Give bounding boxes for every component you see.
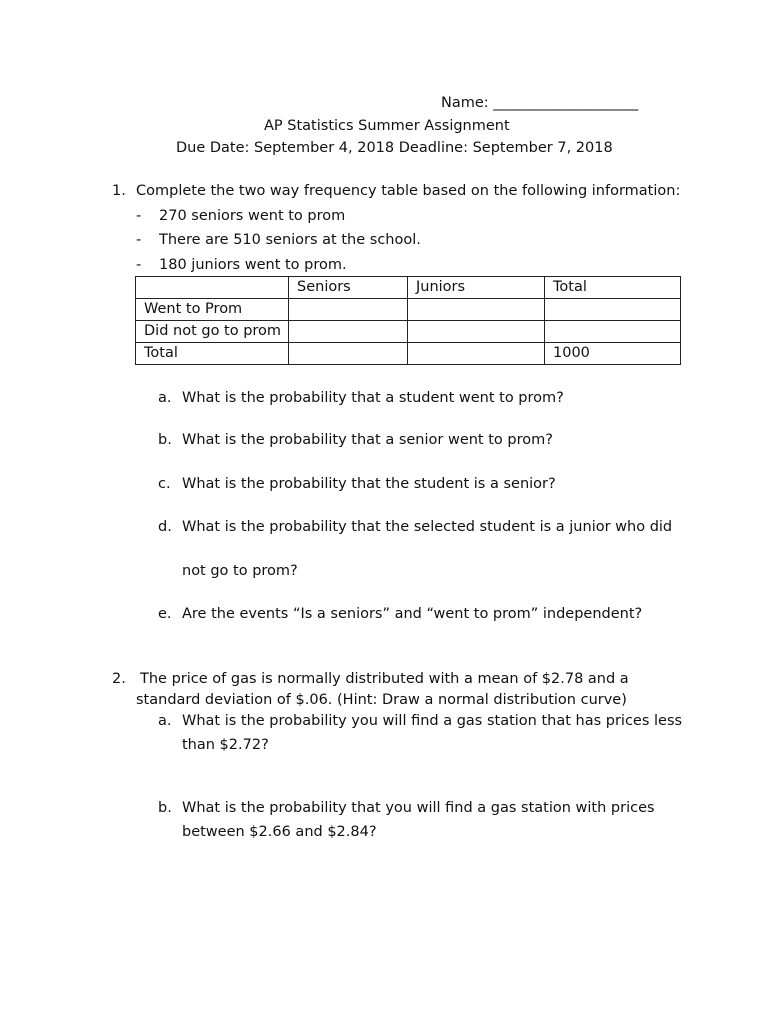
q2-subquestion-a-text-continued: than $2.72? [182, 737, 269, 753]
subquestion-d-text-continued: not go to prom? [182, 563, 298, 579]
bullet-seniors-total: There are 510 seniors at the school. [159, 232, 421, 248]
table-cell [289, 343, 408, 365]
bullet-seniors-prom: 270 seniors went to prom [159, 208, 346, 224]
bullet-dash: - [136, 208, 142, 224]
subquestion-letter: c. [158, 476, 171, 492]
table-cell: 1000 [545, 343, 681, 365]
name-field-label: Name: ____________________ [441, 95, 639, 111]
q2-subquestion-b-text: What is the probability that you will find a gas station with prices [182, 800, 655, 816]
subquestion-letter: e. [158, 606, 172, 622]
table-header-cell [136, 277, 289, 299]
table-cell [289, 299, 408, 321]
q2-subquestion-a-text: What is the probability you will find a gas station that has prices less [182, 713, 683, 729]
table-cell: Went to Prom [136, 299, 289, 321]
table-cell [289, 321, 408, 343]
table-row [136, 343, 681, 365]
table-cell [408, 299, 545, 321]
question-2-number: 2. [112, 671, 126, 687]
subquestion-d-text: What is the probability that the selected student is a junior who did [182, 519, 673, 535]
table-cell [545, 321, 681, 343]
due-date-line: Due Date: September 4, 2018 Deadline: September 7, 2018 [176, 140, 613, 156]
assignment-title: AP Statistics Summer Assignment [264, 118, 510, 134]
bullet-dash: - [136, 257, 142, 273]
question-2-text: The price of gas is normally distributed with a mean of $2.78 and a [140, 671, 629, 687]
subquestion-letter: a. [158, 390, 172, 406]
question-2-text-continued: standard deviation of $.06. (Hint: Draw a normal distribution curve) [136, 692, 627, 708]
table-header-cell: Juniors [408, 277, 545, 299]
q2-subquestion-b-text-continued: between $2.66 and $2.84? [182, 824, 377, 840]
subquestion-letter: b. [158, 800, 172, 816]
subquestion-letter: b. [158, 432, 172, 448]
table-row [136, 299, 681, 321]
question-1-text: Complete the two way frequency table based on the following information: [136, 183, 681, 199]
table-header-row [136, 277, 681, 299]
table-row [136, 321, 681, 343]
subquestion-b-text: What is the probability that a senior went to prom? [182, 432, 553, 448]
table-cell: Did not go to prom [136, 321, 289, 343]
bullet-dash: - [136, 232, 142, 248]
table-header-cell: Total [545, 277, 681, 299]
subquestion-letter: d. [158, 519, 172, 535]
subquestion-a-text: What is the probability that a student went to prom? [182, 390, 564, 406]
frequency-table [135, 276, 681, 365]
table-cell: Total [136, 343, 289, 365]
subquestion-e-text: Are the events “Is a seniors” and “went to prom” independent? [182, 606, 643, 622]
table-cell [408, 321, 545, 343]
table-header-cell: Seniors [289, 277, 408, 299]
subquestion-letter: a. [158, 713, 172, 729]
table-cell [408, 343, 545, 365]
question-1-number: 1. [112, 183, 126, 199]
bullet-juniors-prom: 180 juniors went to prom. [159, 257, 347, 273]
table-cell [545, 299, 681, 321]
subquestion-c-text: What is the probability that the student is a senior? [182, 476, 556, 492]
